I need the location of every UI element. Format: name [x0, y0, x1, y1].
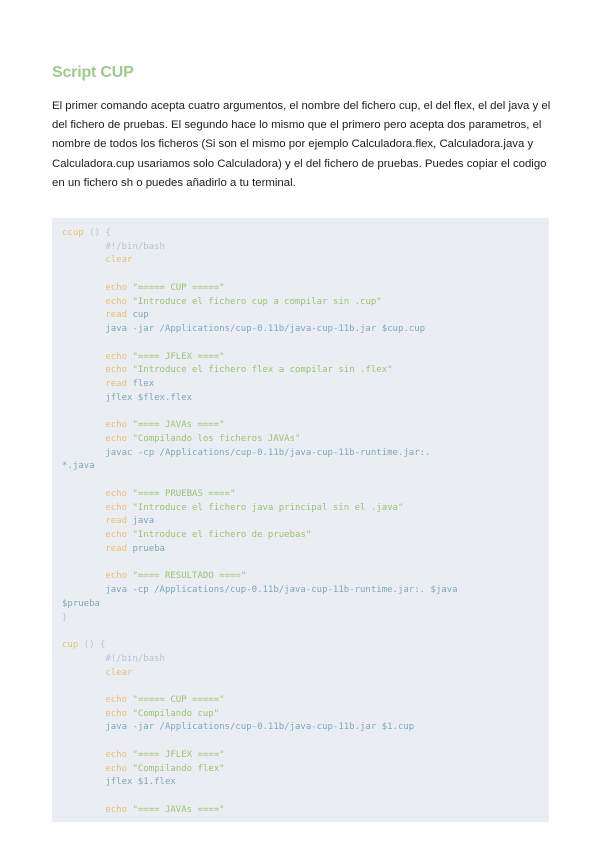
code-token: javac -cp /Applications/cup-0.11b/java-cup-11b-runtime.jar:.	[62, 447, 431, 458]
code-token: echo	[62, 296, 133, 307]
code-token: echo	[62, 571, 133, 582]
code-token: "Compilando flex"	[132, 763, 225, 774]
code-token: echo	[62, 502, 133, 513]
code-line	[62, 777, 176, 787]
code-line	[62, 668, 132, 678]
code-token: () {	[78, 640, 106, 651]
code-line	[62, 283, 225, 293]
code-token: flex	[132, 379, 155, 390]
code-token: "Compilando los ficheros JAVAs"	[132, 434, 301, 445]
code-line	[62, 255, 132, 265]
code-line	[62, 393, 192, 403]
code-line	[62, 640, 105, 650]
code-token: echo	[62, 763, 133, 774]
code-token: echo	[62, 434, 133, 445]
code-token: echo	[62, 749, 133, 760]
code-token: "==== RESULTADO ===="	[132, 571, 247, 582]
code-line	[62, 599, 100, 609]
code-line	[62, 297, 382, 307]
code-token: ccup	[62, 228, 84, 238]
code-token: "==== JAVAs ===="	[132, 804, 225, 815]
code-line	[62, 695, 225, 705]
code-token: echo	[62, 351, 133, 362]
code-token: echo	[62, 530, 133, 541]
code-token: echo	[62, 804, 133, 815]
code-token: read	[62, 310, 133, 321]
code-line	[62, 461, 95, 471]
code-line	[62, 530, 311, 540]
code-token: "Compilando cup"	[132, 708, 220, 719]
code-line	[62, 654, 165, 664]
code-line	[62, 544, 165, 554]
code-token: "Introduce el fichero java principal sin el .java"	[132, 502, 404, 513]
code-token: "===== CUP ====="	[132, 282, 225, 293]
code-token: java	[132, 516, 155, 527]
code-token: cup	[62, 640, 79, 651]
code-token: echo	[62, 282, 133, 293]
code-token: echo	[62, 488, 133, 499]
code-token: #!/bin/bash	[62, 653, 165, 664]
code-token: "===== CUP ====="	[132, 694, 225, 705]
code-line	[62, 585, 458, 595]
code-token: echo	[62, 694, 133, 705]
code-token: "==== JFLEX ===="	[132, 749, 225, 760]
code-line	[62, 750, 225, 760]
code-token: prueba	[132, 543, 165, 554]
code-token: java -jar /Applications/cup-0.11b/java-cup-11b.jar $1.cup	[62, 722, 415, 733]
code-token: *.java	[62, 461, 95, 472]
code-token: clear	[62, 667, 133, 678]
code-token: #!/bin/bash	[62, 241, 165, 252]
code-line	[62, 242, 165, 252]
code-line	[62, 503, 403, 513]
code-line	[62, 764, 225, 774]
code-token: read	[62, 516, 133, 527]
code-line	[62, 613, 67, 623]
code-line	[62, 489, 235, 499]
code-line	[62, 571, 246, 581]
code-token: clear	[62, 255, 133, 266]
code-token: $prueba	[62, 598, 100, 609]
intro-paragraph: El primer comando acepta cuatro argumentos, el nombre del fichero cup, el del flex, el del java y el del fichero de pruebas. El segundo hace lo mismo que el primero pero acepta dos parametros, el nombre de todos los ficheros (Si son el mismo por ejemplo Calculadora.flex, Calculadora.java y Calculadora.cup usariamos solo Calculadora) y el del fichero de pruebas. Puedes copiar el codigo en un fichero sh o puedes añadirlo a tu terminal.	[52, 100, 551, 189]
code-line	[62, 324, 425, 334]
code-token: read	[62, 543, 133, 554]
section-title: Script CUP	[52, 64, 134, 81]
code-block[interactable]	[52, 218, 549, 822]
code-line	[62, 420, 225, 430]
code-token: echo	[62, 708, 133, 719]
code-token: jflex $flex.flex	[62, 392, 193, 403]
code-line	[62, 805, 225, 815]
code-token: cup	[132, 310, 149, 321]
code-line	[62, 434, 300, 444]
code-line	[62, 228, 111, 238]
code-token: }	[62, 612, 68, 623]
code-token: echo	[62, 420, 133, 431]
code-line	[62, 709, 219, 719]
code-token: java -cp /Applications/cup-0.11b/java-cup-11b-runtime.jar:. $java	[62, 585, 458, 596]
code-token: "==== JFLEX ===="	[132, 351, 225, 362]
code-line	[62, 379, 154, 389]
code-line	[62, 722, 414, 732]
code-line	[62, 352, 225, 362]
code-token: "==== PRUEBAS ===="	[132, 488, 236, 499]
code-token: "Introduce el fichero cup a compilar sin .cup"	[132, 296, 382, 307]
code-line	[62, 365, 393, 375]
code-token: read	[62, 379, 133, 390]
code-line	[62, 310, 149, 320]
code-line	[62, 516, 154, 526]
code-token: "==== JAVAs ===="	[132, 420, 225, 431]
code-listing	[52, 218, 549, 818]
code-token: "Introduce el fichero flex a compilar sin .flex"	[132, 365, 393, 376]
code-token: "Introduce el fichero de pruebas"	[132, 530, 312, 541]
code-token: () {	[83, 228, 111, 238]
code-token: java -jar /Applications/cup-0.11b/java-cup-11b.jar $cup.cup	[62, 324, 426, 335]
code-token: echo	[62, 365, 133, 376]
code-token: jflex $1.flex	[62, 777, 176, 788]
code-line	[62, 448, 430, 458]
